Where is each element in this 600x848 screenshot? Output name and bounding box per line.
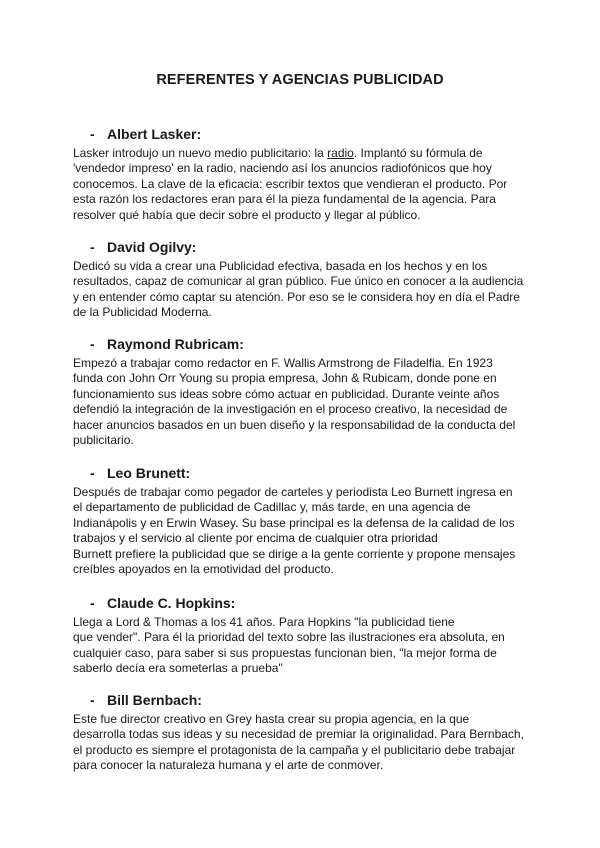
heading-name: David Ogilvy:	[107, 239, 197, 255]
bullet-dash: -	[90, 465, 95, 481]
heading-name: Bill Bernbach:	[107, 692, 202, 708]
bullet-dash: -	[90, 336, 95, 352]
section-text: Llega a Lord & Thomas a los 41 años. Para Hopkins "la publicidad tiene que vender". Para él la prioridad del texto sobre las ilustraciones era absoluta, en cualquier caso, para saber si sus propuestas funcionan bien, "la mejor forma de saberlo decía era someterlas a prueba"	[73, 615, 505, 676]
radio-link[interactable]: radio	[327, 146, 354, 160]
section-david-ogilvy	[73, 239, 528, 321]
section-albert-lasker	[73, 126, 528, 223]
heading-name: Raymond Rubricam:	[107, 336, 244, 352]
section-bill-bernbach	[73, 692, 528, 774]
heading-name: Leo Brunett:	[107, 465, 191, 481]
section-text: Dedicó su vida a crear una Publicidad efectiva, basada en los hechos y en los resultados, capaz de comunicar al gran público. Fue único en conocer a la audiencia y en entender cómo captar su atención. Por eso se le considera hoy en día el Padre de la Publicidad Moderna.	[73, 259, 524, 320]
section-text: Después de trabajar como pegador de carteles y periodista Leo Burnett ingresa en el departamento de publicidad de Cadillac y, más tarde, en una agencia de Indianápolis y en Erwin Wasey. Su base principal es la defensa de la calidad de los trabajos y el servicio al cliente por encima de cualquier otra prioridad Burnett prefiere la publicidad que se dirige a la gente corriente y propone mensajes creíbles apoyados en la emotividad del producto.	[73, 485, 516, 577]
section-heading	[73, 692, 528, 712]
section-heading	[73, 336, 528, 356]
bullet-dash: -	[90, 692, 95, 708]
section-text: Empezó a trabajar como redactor en F. Wallis Armstrong de Filadelfia. En 1923 funda con John Orr Young su propia empresa, John & Rubicam, donde pone en funcionamiento sus ideas sobre cómo actuar en publicidad. Durante veinte años defendió la integración de la investigación en el proceso creativo, la necesidad de hacer anuncios basados en un buen diseño y la responsabilidad de la conducta del publicitario.	[73, 356, 516, 448]
text-before-link: Lasker introdujo un nuevo medio publicitario: la	[73, 146, 328, 160]
page-title: REFERENTES Y AGENCIAS PUBLICIDAD	[156, 72, 444, 88]
heading-name: Albert Lasker:	[107, 126, 202, 142]
section-heading	[73, 126, 528, 146]
text-after-link: . Implantó su fórmula de 'vendedor impreso' en la radio, naciendo así los anuncios radiofónicos que hoy conocemos. La clave de la eficacia: escribir textos que vendieran el producto. Por esta razón los redactores eran para él la pieza fundamental de la agencia. Para resolver qué había que decir sobre el producto y llegar al público.	[73, 146, 508, 222]
section-heading	[73, 595, 528, 615]
bullet-dash: -	[90, 126, 95, 142]
section-leo-brunett	[73, 465, 528, 577]
section-claude-hopkins	[73, 595, 528, 677]
section-text: Este fue director creativo en Grey hasta crear su propia agencia, en la que desarrolla todas sus ideas y su necesidad de premiar la originalidad. Para Bernbach, el producto es siempre el protagonista de la campaña y el publicitario debe trabajar para conocer la naturaleza humana y el arte de conmover.	[73, 712, 524, 773]
heading-name: Claude C. Hopkins:	[107, 595, 236, 611]
bullet-dash: -	[90, 239, 95, 255]
section-heading	[73, 465, 528, 485]
section-text	[73, 146, 528, 223]
bullet-dash: -	[90, 595, 95, 611]
section-heading	[73, 239, 528, 259]
section-raymond-rubricam	[73, 336, 528, 448]
